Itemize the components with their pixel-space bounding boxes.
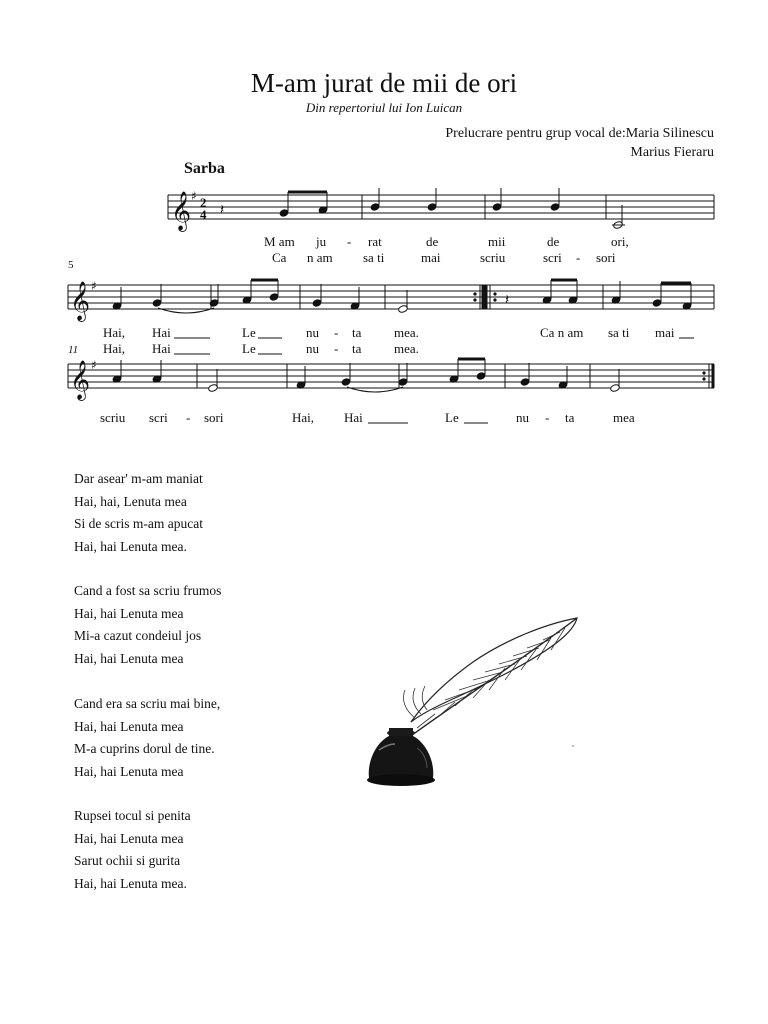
stanza-line: Cand a fost sa scriu frumos (74, 583, 222, 598)
sharp-icon: ♯ (91, 358, 97, 372)
svg-text:Hai,: Hai, (103, 325, 126, 340)
treble-clef-icon: 𝄞 (70, 360, 91, 400)
sharp-icon: ♯ (191, 189, 197, 203)
svg-text:Hai,: Hai, (292, 410, 315, 425)
svg-text:-: - (347, 234, 352, 249)
stanza-3 (74, 693, 220, 784)
stanza-line: Cand era sa scriu mai bine, (74, 696, 221, 711)
svg-text:𝄽: 𝄽 (505, 292, 510, 308)
stanza-2 (74, 580, 221, 671)
svg-text:ori,: ori, (611, 234, 629, 249)
stanza-line: Dar asear' m-am maniat (74, 471, 203, 486)
stanza-line: Hai, hai Lenuta mea (74, 718, 184, 734)
treble-clef-icon: 𝄞 (70, 281, 91, 321)
svg-text:4: 4 (200, 207, 207, 222)
stanza-line: Hai, hai Lenuta mea (74, 605, 184, 621)
svg-text:de: de (547, 234, 560, 249)
music-score (0, 0, 768, 440)
svg-text:nu: nu (516, 410, 529, 425)
svg-text:Hai: Hai (152, 325, 171, 340)
svg-text:Ca n am: Ca n am (540, 325, 584, 340)
svg-text:scri: scri (149, 410, 168, 425)
svg-text:mai: mai (421, 250, 441, 265)
stanza-line: Hai, hai Lenuta mea (74, 764, 184, 780)
svg-text:Ca: Ca (272, 250, 287, 265)
svg-text:n am: n am (307, 250, 333, 265)
svg-text:ta: ta (352, 325, 362, 340)
stanza-line: M-a cuprins dorul de tine. (74, 741, 215, 757)
time-signature (200, 195, 207, 222)
lyrics-system-1 (264, 234, 629, 265)
svg-text:scri: scri (543, 250, 562, 265)
stanza-line: Si de scris m-am apucat (74, 516, 203, 532)
svg-text:Hai: Hai (344, 410, 363, 425)
stanza-line: Hai, hai Lenuta mea (74, 651, 184, 667)
svg-text:sa ti: sa ti (608, 325, 630, 340)
svg-text:Hai: Hai (152, 341, 171, 356)
stanza-1 (74, 468, 203, 559)
svg-text:Le: Le (242, 341, 256, 356)
svg-text:Le: Le (242, 325, 256, 340)
measure-number: 5 (68, 259, 74, 271)
svg-text:rat: rat (368, 234, 382, 249)
svg-text:ta: ta (565, 410, 575, 425)
svg-text:-: - (576, 250, 581, 265)
svg-text:mea: mea (613, 410, 635, 425)
stanza-line: Hai, hai, Lenuta mea (74, 493, 187, 509)
stanza-line: Hai, hai Lenuta mea. (74, 876, 187, 892)
svg-text:mii: mii (488, 234, 506, 249)
svg-text:𝄽: 𝄽 (220, 202, 225, 218)
treble-clef-icon: 𝄞 (171, 191, 192, 231)
clefs (70, 189, 197, 401)
svg-text:ta: ta (352, 341, 362, 356)
lyrics-system-3 (100, 410, 635, 425)
svg-text:M am: M am (264, 234, 295, 249)
svg-text:-: - (334, 341, 339, 356)
arranger-credit: Prelucrare pentru grup vocal de:Maria Silinescu (445, 126, 714, 141)
svg-text:-: - (186, 410, 191, 425)
svg-text:nu: nu (306, 325, 319, 340)
svg-text:mea.: mea. (394, 325, 419, 340)
svg-text:mai: mai (655, 325, 675, 340)
lyrics-system-2 (103, 325, 694, 356)
arranger-credit-second: Marius Fieraru (630, 145, 714, 160)
svg-text:sori: sori (596, 250, 616, 265)
stanza-line: Hai, hai Lenuta mea (74, 830, 184, 846)
tempo-marking: Sarba (184, 160, 225, 177)
stanza-line: Hai, hai Lenuta mea. (74, 539, 187, 555)
measure-number: 11 (68, 344, 79, 356)
svg-text:-: - (545, 410, 550, 425)
svg-text:scriu: scriu (100, 410, 126, 425)
svg-text:sa ti: sa ti (363, 250, 385, 265)
stanza-line: Rupsei tocul si penita (74, 808, 191, 823)
svg-text:nu: nu (306, 341, 319, 356)
page-title: M-am jurat de mii de ori (250, 68, 518, 98)
stanza-line: Mi-a cazut condeiul jos (74, 628, 202, 644)
stanza-line: Sarut ochii si gurita (74, 853, 181, 869)
svg-text:scriu: scriu (480, 250, 506, 265)
svg-text:de: de (426, 234, 439, 249)
svg-text:sori: sori (204, 410, 224, 425)
svg-text:ju: ju (316, 234, 327, 249)
subtitle: Din repertoriul lui Ion Luican (305, 100, 463, 115)
stanza-4 (74, 805, 191, 896)
svg-text:Le: Le (445, 410, 459, 425)
svg-text:Hai,: Hai, (103, 341, 126, 356)
svg-text:-: - (334, 325, 339, 340)
sharp-icon: ♯ (91, 279, 97, 293)
svg-text:mea.: mea. (394, 341, 419, 356)
quill-inkwell-icon (355, 610, 585, 810)
svg-text:2: 2 (200, 195, 207, 210)
